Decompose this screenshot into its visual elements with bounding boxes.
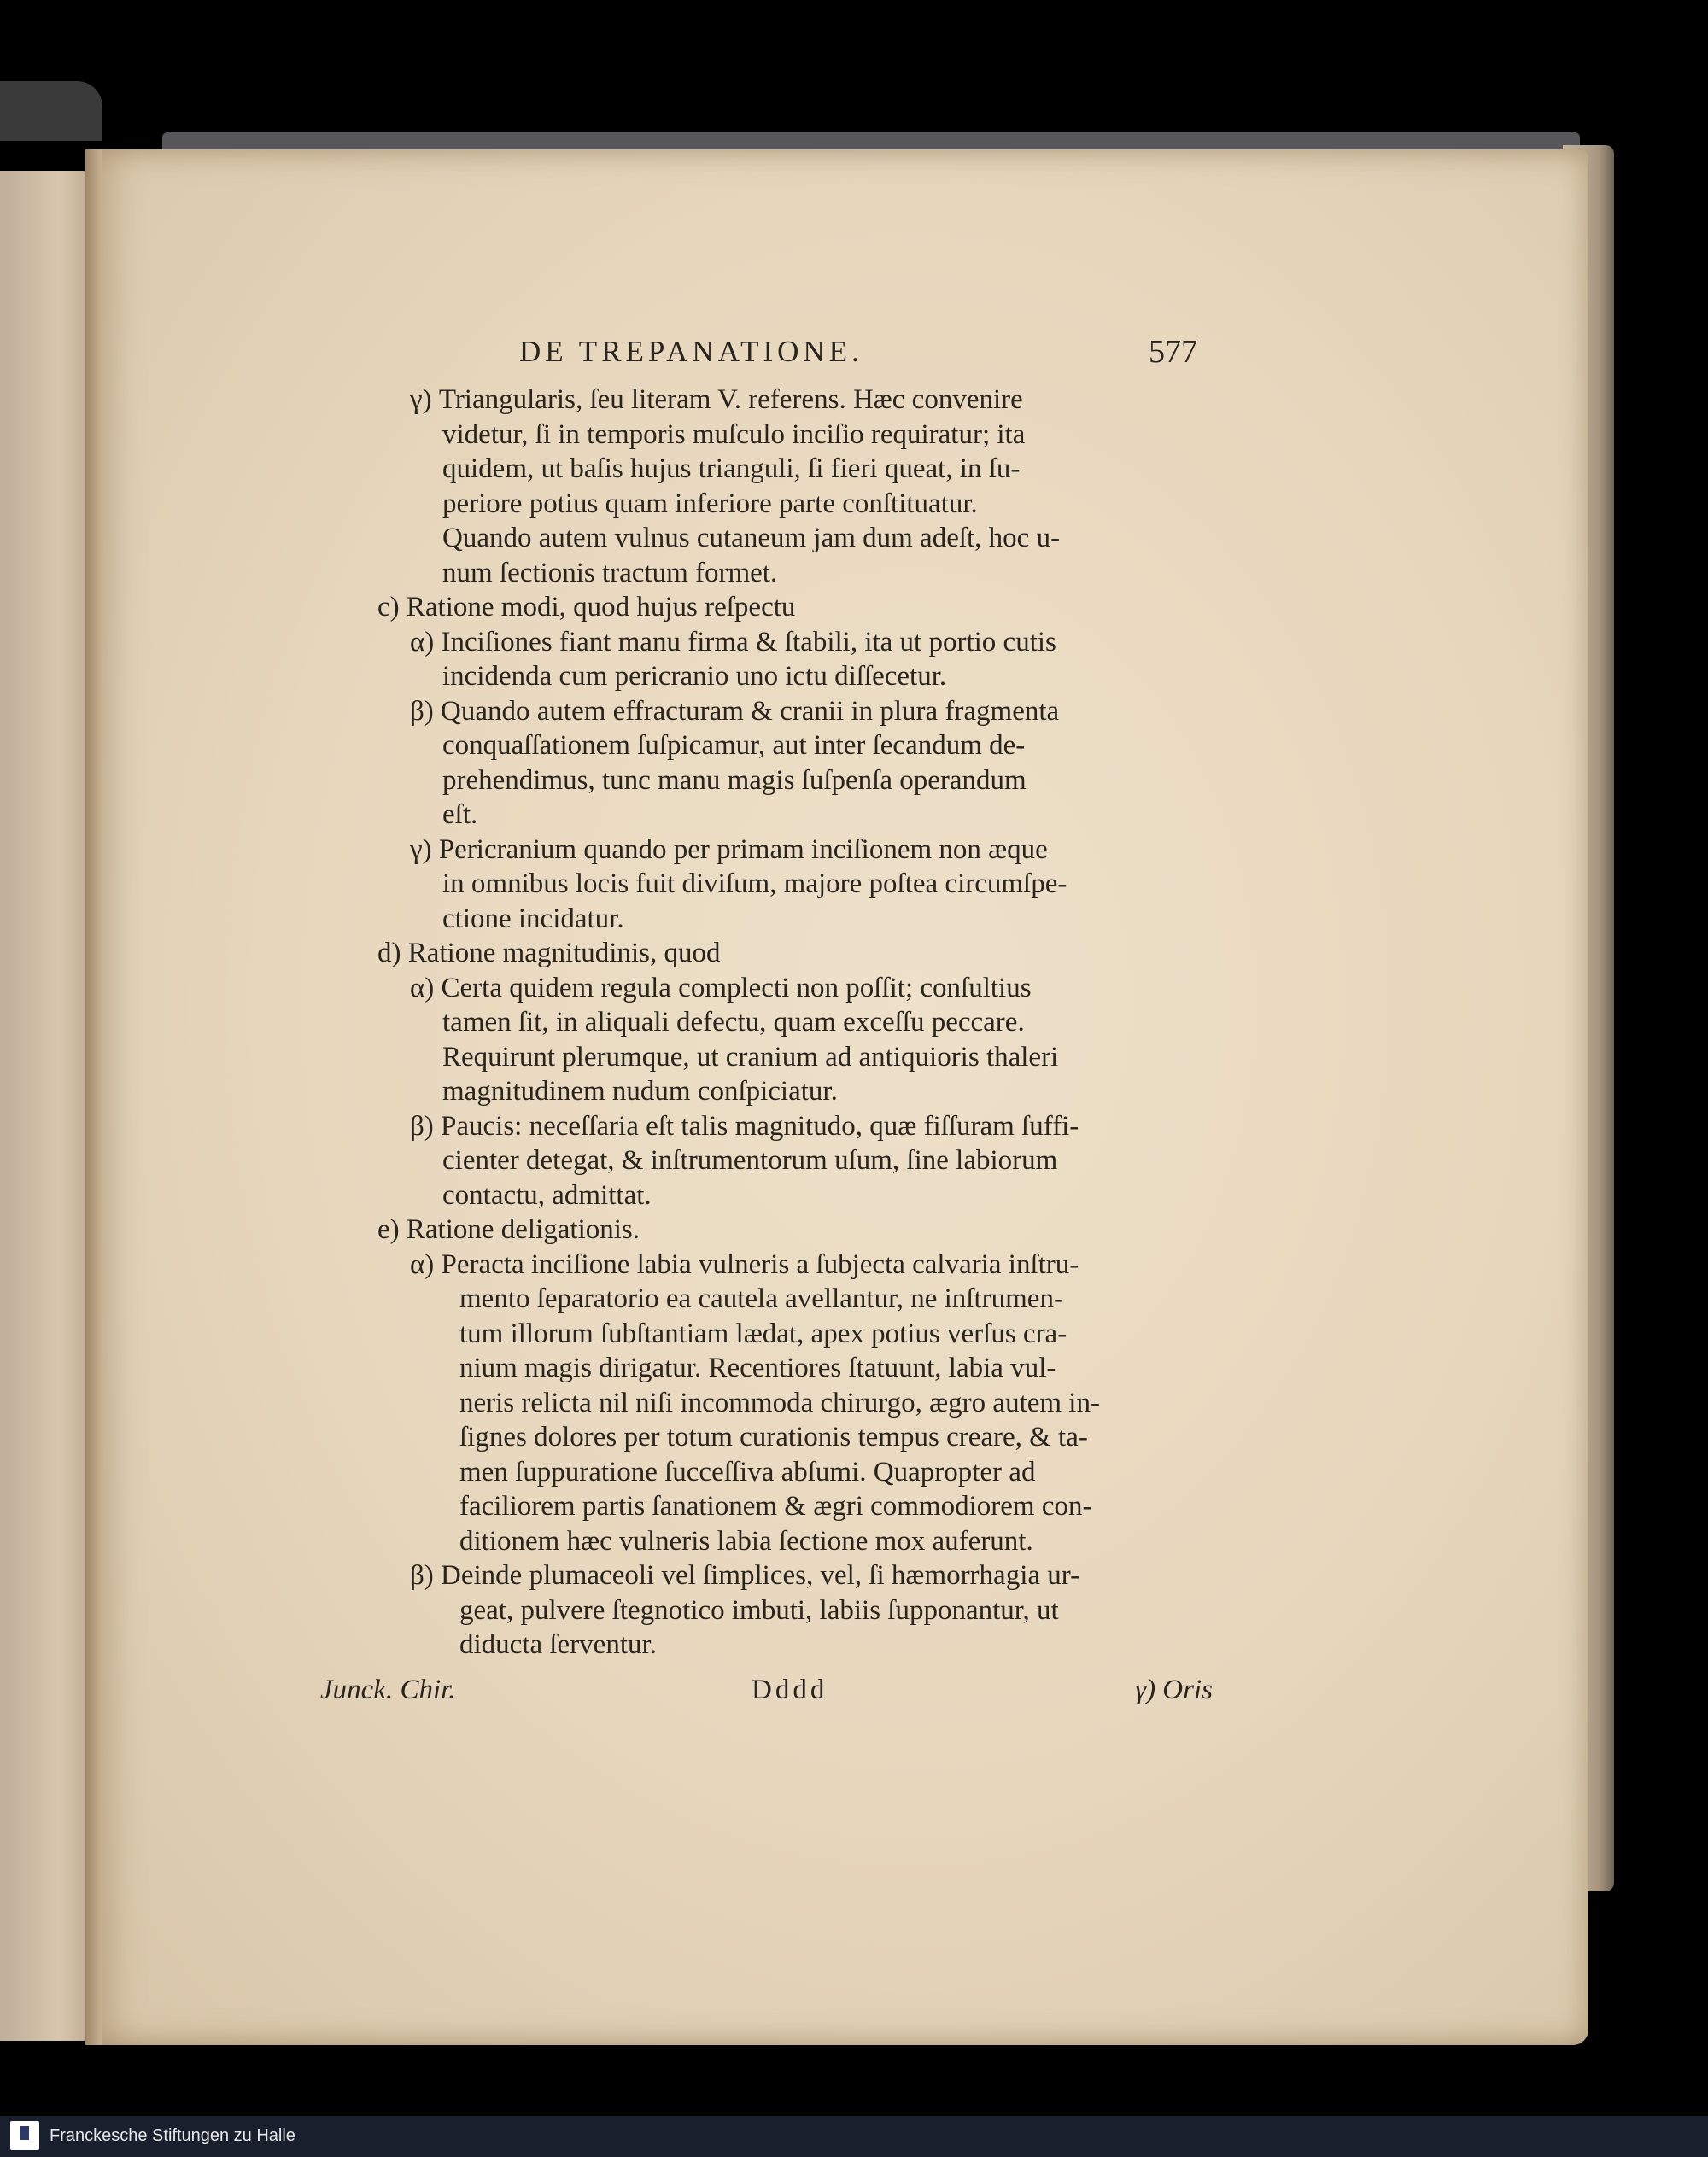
text-line: α) Inciſiones fiant manu firma & ſtabili, ita ut portio cutis xyxy=(410,626,1056,658)
text-line: c) Ratione modi, quod hujus reſpectu xyxy=(377,592,796,623)
text-line: mento ſeparatorio ea cautela avellantur, ne inſtrumen- xyxy=(459,1283,1063,1314)
text-line: prehendimus, tunc manu magis ſuſpenſa operandum xyxy=(442,764,1027,796)
archive-logo-icon xyxy=(10,2121,39,2150)
text-line: e) Ratione deligationis. xyxy=(377,1214,640,1245)
text-line: conquaſſationem ſuſpicamur, aut inter ſecandum de- xyxy=(442,730,1026,761)
text-line: quidem, ut baſis hujus trianguli, ſi fieri queat, in ſu- xyxy=(442,453,1021,484)
running-title: DE TREPANATIONE. xyxy=(519,335,863,368)
text-line: eſt. xyxy=(442,799,478,830)
text-line: videtur, ſi in temporis muſculo inciſio requiratur; ita xyxy=(442,418,1026,450)
text-line: α) Peracta inciſione labia vulneris a ſubjecta calvaria inſtru- xyxy=(410,1248,1079,1280)
page-number: 577 xyxy=(1149,334,1197,370)
left-page-edge xyxy=(0,171,98,2041)
archive-footer-bar xyxy=(0,2116,1708,2157)
text-line: β) Paucis: neceſſaria eſt talis magnitudo, quæ fiſſuram ſuffi- xyxy=(410,1110,1079,1142)
page-foot xyxy=(320,1674,1213,1717)
archive-label[interactable]: Franckesche Stiftungen zu Halle xyxy=(50,2126,295,2145)
running-head xyxy=(359,335,1204,383)
text-line: contactu, admittat. xyxy=(442,1179,652,1211)
text-line: in omnibus locis fuit diviſum, majore poſtea circumſpe- xyxy=(442,868,1068,899)
text-line: tamen ſit, in aliquali defectu, quam exceſſu peccare. xyxy=(442,1007,1025,1038)
text-line: men ſuppuratione ſucceſſiva abſumi. Quapropter ad xyxy=(459,1456,1036,1488)
text-line: faciliorem partis ſanationem & ægri commodiorem con- xyxy=(459,1491,1092,1522)
text-line: ditionem hæc vulneris labia ſectione mox auferunt. xyxy=(459,1525,1033,1557)
text-line: tum illorum ſubſtantiam lædat, apex potius verſus cra- xyxy=(459,1318,1068,1349)
text-line: d) Ratione magnitudinis, quod xyxy=(377,938,721,968)
text-line: nium magis dirigatur. Recentiores ſtatuunt, labia vul- xyxy=(459,1353,1056,1383)
text-line: γ) Pericranium quando per primam inciſionem non æque xyxy=(410,833,1048,865)
text-line: α) Certa quidem regula complecti non poſſit; conſultius xyxy=(410,972,1032,1003)
text-line: periore potius quam inferiore parte conſtituatur. xyxy=(442,488,978,519)
text-line: Quando autem vulnus cutaneum jam dum adeſt, hoc u- xyxy=(442,523,1061,553)
text-line: γ) Triangularis, ſeu literam V. referens. Hæc convenire xyxy=(410,384,1023,415)
text-line: diducta ſerventur. xyxy=(459,1629,657,1660)
text-line: Requirunt plerumque, ut cranium ad antiquioris thaleri xyxy=(442,1041,1059,1073)
text-line: cienter detegat, & inſtrumentorum uſum, ſine labiorum xyxy=(442,1145,1058,1176)
text-line: num ſectionis tractum formet. xyxy=(442,557,778,588)
text-line: ctione incidatur. xyxy=(442,903,624,934)
page-gutter xyxy=(85,149,102,2045)
text-line: neris relicta nil niſi incommoda chirurgo, ægro autem in- xyxy=(459,1387,1100,1418)
text-line: β) Quando autem effracturam & cranii in plura fragmenta xyxy=(410,695,1060,727)
page-text xyxy=(320,334,1213,1717)
text-line: magnitudinem nudum conſpiciatur. xyxy=(442,1076,838,1107)
text-line: incidenda cum pericranio uno ictu diſſecetur. xyxy=(442,661,947,692)
signature-mark: Dddd xyxy=(752,1674,828,1705)
left-page-top-edge xyxy=(0,81,102,141)
catchword: γ) Oris xyxy=(1135,1674,1213,1705)
text-line: β) Deinde plumaceoli vel ſimplices, vel, ſi hæmorrhagia ur- xyxy=(410,1560,1080,1591)
text-line: geat, pulvere ſtegnotico imbuti, labiis ſupponantur, ut xyxy=(459,1594,1059,1626)
text-line: ſignes dolores per totum curationis tempus creare, & ta- xyxy=(459,1422,1088,1453)
footer-left-note: Junck. Chir. xyxy=(320,1674,456,1705)
